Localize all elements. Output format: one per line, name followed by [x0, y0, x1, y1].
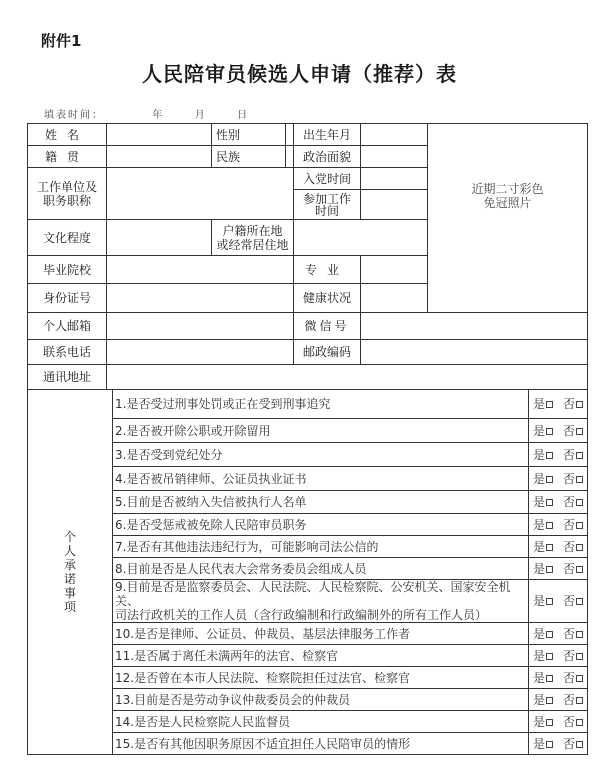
yes-checkbox[interactable]	[546, 719, 553, 726]
no-checkbox[interactable]	[576, 675, 583, 682]
school-field[interactable]	[107, 256, 294, 284]
email-label: 个人邮箱	[28, 313, 107, 340]
id-number-label: 身份证号	[28, 284, 107, 313]
fill-date-month[interactable]: 月	[194, 110, 205, 121]
employer-label: 工作单位及 职务职称	[28, 168, 107, 220]
id-number-field[interactable]	[107, 284, 294, 313]
work-start-field[interactable]	[361, 190, 428, 220]
commitment-item-choice[interactable]: 是 否	[529, 443, 588, 467]
no-checkbox[interactable]	[576, 544, 583, 551]
commitment-item-text: 6.是否受惩戒被免除人民陪审员职务	[113, 514, 529, 536]
commitment-item-text: 3.是否受到党纪处分	[113, 443, 529, 467]
gender-label: 性别	[212, 124, 286, 146]
commitment-item-text: 12.是否曾在本市人民法院、检察院担任过法官、检察官	[113, 667, 529, 689]
yes-checkbox[interactable]	[546, 741, 553, 748]
no-checkbox[interactable]	[576, 499, 583, 506]
health-field[interactable]	[361, 284, 428, 313]
photo-box[interactable]	[428, 124, 588, 313]
major-label: 专业	[294, 256, 361, 284]
wechat-label: 微信号	[294, 313, 361, 340]
employer-field[interactable]	[107, 168, 294, 220]
political-status-label: 政治面貌	[294, 146, 361, 168]
no-checkbox[interactable]	[576, 428, 583, 435]
commitment-item-text: 9.目前是否是监察委员会、人民法院、人民检察院、公安机关、国家安全机关、 司法行政机关的工作人员（含行政编制和行政编制外的所有工作人员）	[113, 580, 529, 623]
yes-checkbox[interactable]	[546, 428, 553, 435]
commitment-item-text: 4.是否被吊销律师、公证员执业证书	[113, 467, 529, 491]
birth-field[interactable]	[361, 124, 428, 146]
name-label: 姓名	[28, 124, 107, 146]
commitment-item-text: 11.是否属于离任未满两年的法官、检察官	[113, 645, 529, 667]
photo-hint-line1: 近期二寸彩色	[471, 182, 544, 196]
major-field[interactable]	[361, 256, 428, 284]
commitment-item-choice[interactable]: 是 否	[529, 419, 588, 443]
yes-checkbox[interactable]	[546, 522, 553, 529]
address-field[interactable]	[107, 365, 588, 390]
application-form-table	[27, 123, 588, 755]
fill-date-row	[44, 106, 247, 121]
no-checkbox[interactable]	[576, 653, 583, 660]
no-checkbox[interactable]	[576, 522, 583, 529]
work-start-label: 参加工作 时间	[294, 190, 361, 220]
commitment-item-text: 2.是否被开除公职或开除留用	[113, 419, 529, 443]
no-checkbox[interactable]	[576, 741, 583, 748]
commitment-item-text: 8.目前是否是人民代表大会常务委员会组成人员	[113, 558, 529, 580]
birth-label: 出生年月	[294, 124, 361, 146]
commitment-item-choice[interactable]: 是 否	[529, 580, 588, 623]
hukou-label: 户籍所在地 或经常居住地	[212, 220, 294, 256]
yes-checkbox[interactable]	[546, 697, 553, 704]
no-checkbox[interactable]	[576, 566, 583, 573]
email-field[interactable]	[107, 313, 294, 340]
commitment-item-text: 13.目前是否是劳动争议仲裁委员会的仲裁员	[113, 689, 529, 711]
school-label: 毕业院校	[28, 256, 107, 284]
commitment-item-choice[interactable]: 是 否	[529, 467, 588, 491]
commitment-item-text: 1.是否受过刑事处罚或正在受到刑事追究	[113, 390, 529, 419]
commitment-item-choice[interactable]: 是 否	[529, 514, 588, 536]
education-label: 文化程度	[28, 220, 107, 256]
yes-checkbox[interactable]	[546, 452, 553, 459]
commitment-item-choice[interactable]: 是 否	[529, 558, 588, 580]
postal-code-label: 邮政编码	[294, 340, 361, 365]
ethnicity-label: 民族	[212, 146, 286, 168]
yes-checkbox[interactable]	[546, 566, 553, 573]
commitment-item-choice[interactable]: 是 否	[529, 711, 588, 733]
yes-checkbox[interactable]	[546, 631, 553, 638]
gender-field[interactable]	[286, 124, 294, 146]
health-label: 健康状况	[294, 284, 361, 313]
no-checkbox[interactable]	[576, 401, 583, 408]
no-checkbox[interactable]	[576, 697, 583, 704]
commitment-item-choice[interactable]: 是 否	[529, 733, 588, 755]
address-label: 通讯地址	[28, 365, 107, 390]
commitment-label: 个 人 承 诺 事 项	[28, 390, 113, 755]
ethnicity-field[interactable]	[286, 146, 294, 168]
native-place-field[interactable]	[107, 146, 212, 168]
fill-date-year[interactable]: 年	[152, 110, 163, 121]
no-checkbox[interactable]	[576, 631, 583, 638]
attachment-label: 附件1	[41, 32, 82, 50]
photo-hint-line2: 免冠照片	[483, 196, 532, 210]
commitment-item-text: 5.目前是否被纳入失信被执行人名单	[113, 491, 529, 514]
fill-date-day[interactable]: 日	[237, 110, 248, 121]
commitment-item-choice[interactable]: 是 否	[529, 623, 588, 645]
wechat-field[interactable]	[361, 313, 588, 340]
commitment-item-choice[interactable]: 是 否	[529, 689, 588, 711]
commitment-item-text: 7.是否有其他违法违纪行为，可能影响司法公信的	[113, 536, 529, 558]
phone-label: 联系电话	[28, 340, 107, 365]
education-field[interactable]	[107, 220, 212, 256]
party-join-label: 入党时间	[294, 168, 361, 190]
no-checkbox[interactable]	[576, 598, 583, 605]
commitment-item-choice[interactable]: 是 否	[529, 536, 588, 558]
yes-checkbox[interactable]	[546, 653, 553, 660]
yes-checkbox[interactable]	[546, 544, 553, 551]
yes-checkbox[interactable]	[546, 499, 553, 506]
commitment-item-choice[interactable]: 是 否	[529, 491, 588, 514]
yes-checkbox[interactable]	[546, 401, 553, 408]
yes-checkbox[interactable]	[546, 476, 553, 483]
phone-field[interactable]	[107, 340, 294, 365]
yes-checkbox[interactable]	[546, 675, 553, 682]
postal-code-field[interactable]	[361, 340, 588, 365]
party-join-field[interactable]	[361, 168, 428, 190]
name-field[interactable]	[107, 124, 212, 146]
political-status-field[interactable]	[361, 146, 428, 168]
native-place-label: 籍贯	[28, 146, 107, 168]
hukou-field[interactable]	[294, 220, 428, 256]
commitment-item-text: 10.是否是律师、公证员、仲裁员、基层法律服务工作者	[113, 623, 529, 645]
commitment-item-text: 15.是否有其他因职务原因不适宜担任人民陪审员的情形	[113, 733, 529, 755]
commitment-item-choice[interactable]: 是 否	[529, 645, 588, 667]
no-checkbox[interactable]	[576, 719, 583, 726]
yes-checkbox[interactable]	[546, 598, 553, 605]
commitment-item-choice[interactable]: 是 否	[529, 390, 588, 419]
no-checkbox[interactable]	[576, 452, 583, 459]
commitment-item-choice[interactable]: 是 否	[529, 667, 588, 689]
form-title: 人民陪审员候选人申请（推荐）表	[142, 62, 457, 86]
no-checkbox[interactable]	[576, 476, 583, 483]
commitment-item-text: 14.是否是人民检察院人民监督员	[113, 711, 529, 733]
fill-date-label: 填表时间：	[44, 110, 104, 121]
